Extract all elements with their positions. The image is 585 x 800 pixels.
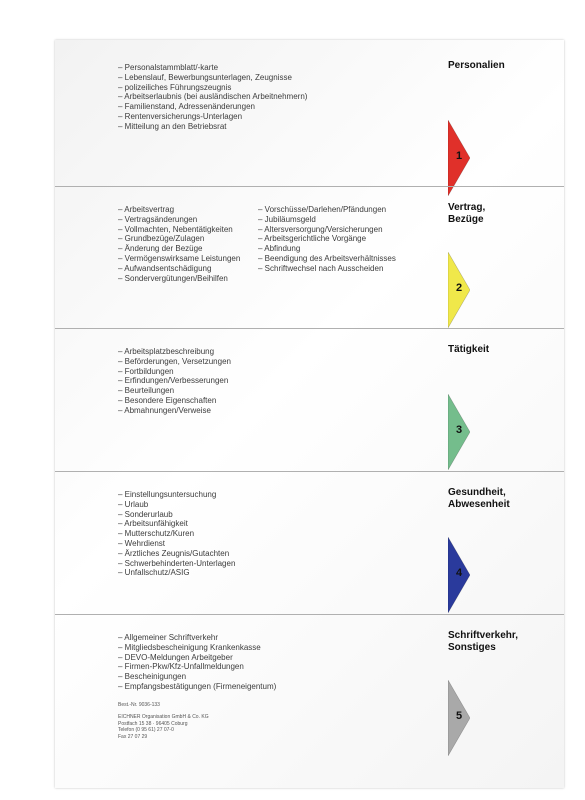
section-title-line: Tätigkeit xyxy=(448,344,490,355)
section-title-line: Vertrag, xyxy=(448,202,486,213)
list-item: – Vertragsänderungen xyxy=(118,215,240,225)
section-tab-4[interactable] xyxy=(448,537,470,613)
list-item: – Mutterschutz/Kuren xyxy=(118,529,235,539)
list-item: – Vollmachten, Nebentätigkeiten xyxy=(118,225,240,235)
list-item: – Mitteilung an den Betriebsrat xyxy=(118,122,307,132)
list-item: – Beurteilungen xyxy=(118,386,231,396)
list-item: – Abfindung xyxy=(258,244,396,254)
section-divider xyxy=(55,328,564,329)
list-item: – Beförderungen, Versetzungen xyxy=(118,357,231,367)
list-item: – Schwerbehinderten-Unterlagen xyxy=(118,559,235,569)
list-item: – Arbeitserlaubnis (bei ausländischen Arbeitnehmern) xyxy=(118,92,307,102)
list-item: – Aufwandsentschädigung xyxy=(118,264,240,274)
section-4-list xyxy=(118,490,235,578)
tab-number: 3 xyxy=(455,424,463,436)
section-tab-1[interactable] xyxy=(448,120,470,196)
list-item: – Mitgliedsbescheinigung Krankenkasse xyxy=(118,643,276,653)
section-title-line: Personalien xyxy=(448,60,505,71)
section-2-list-column-2 xyxy=(258,205,396,274)
tab-number: 5 xyxy=(455,710,463,722)
section-tab-2[interactable] xyxy=(448,252,470,328)
list-item: – Besondere Eigenschaften xyxy=(118,396,231,406)
section-title-line: Schriftverkehr, xyxy=(448,630,519,641)
section-divider xyxy=(55,186,564,187)
list-item: – Familienstand, Adressenänderungen xyxy=(118,102,307,112)
section-title xyxy=(448,344,489,356)
section-5-list xyxy=(118,633,276,692)
list-item: – Ärztliches Zeugnis/Gutachten xyxy=(118,549,235,559)
section-3-list xyxy=(118,347,231,416)
section-title xyxy=(448,202,485,226)
list-item: – Vermögenswirksame Leistungen xyxy=(118,254,240,264)
section-4 xyxy=(55,487,564,630)
list-item: – Unfallschutz/ASIG xyxy=(118,568,235,578)
section-title xyxy=(448,487,510,511)
section-3 xyxy=(55,344,564,487)
list-item: – Lebenslauf, Bewerbungsunterlagen, Zeugnisse xyxy=(118,73,307,83)
list-item: – Urlaub xyxy=(118,500,235,510)
section-2 xyxy=(55,202,564,345)
list-item: – Einstellungsuntersuchung xyxy=(118,490,235,500)
section-divider xyxy=(55,614,564,615)
list-item: – Vorschüsse/Darlehen/Pfändungen xyxy=(258,205,396,215)
section-title xyxy=(448,60,505,72)
list-item: – Arbeitsgerichtliche Vorgänge xyxy=(258,234,396,244)
list-item: – Abmahnungen/Verweise xyxy=(118,406,231,416)
section-title xyxy=(448,630,518,654)
list-item: – Beendigung des Arbeitsverhältnisses xyxy=(258,254,396,264)
list-item: – Erfindungen/Verbesserungen xyxy=(118,376,231,386)
list-item: – Personalstammblatt/-karte xyxy=(118,63,307,73)
section-divider xyxy=(55,471,564,472)
section-tab-5[interactable] xyxy=(448,680,470,756)
publisher-imprint xyxy=(118,702,209,740)
section-title-line: Abwesenheit xyxy=(448,499,510,510)
list-item: – Grundbezüge/Zulagen xyxy=(118,234,240,244)
section-title-line: Sonstiges xyxy=(448,642,496,653)
list-item: – Wehrdienst xyxy=(118,539,235,549)
list-item: – Fortbildungen xyxy=(118,367,231,377)
section-tab-3[interactable] xyxy=(448,394,470,470)
imprint-company: EICHNER Organisation GmbH & Co. KG xyxy=(118,714,209,721)
section-1 xyxy=(55,60,564,203)
list-item: – Arbeitsunfähigkeit xyxy=(118,519,235,529)
list-item: – polizeiliches Führungszeugnis xyxy=(118,83,307,93)
imprint-fax: Fax 27 07 29 xyxy=(118,733,148,740)
personnel-file-index-sheet xyxy=(55,40,564,788)
list-item: – Rentenversicherungs-Unterlagen xyxy=(118,112,307,122)
imprint-address: Postfach 15 38 · 96405 Coburg xyxy=(118,720,188,727)
section-title-line: Bezüge xyxy=(448,214,484,225)
list-item: – Sonderurlaub xyxy=(118,510,235,520)
list-item: – Altersversorgung/Versicherungen xyxy=(258,225,396,235)
list-item: – DEVO-Meldungen Arbeitgeber xyxy=(118,653,276,663)
section-title-line: Gesundheit, xyxy=(448,487,506,498)
list-item: – Empfangsbestätigungen (Firmeneigentum) xyxy=(118,682,276,692)
list-item: – Jubiläumsgeld xyxy=(258,215,396,225)
list-item: – Firmen-Pkw/Kfz-Unfallmeldungen xyxy=(118,662,276,672)
tab-number: 2 xyxy=(455,282,463,294)
list-item: – Sondervergütungen/Beihilfen xyxy=(118,274,240,284)
tab-number: 4 xyxy=(455,567,463,579)
section-2-list xyxy=(118,205,240,283)
list-item: – Arbeitsvertrag xyxy=(118,205,240,215)
section-1-list xyxy=(118,63,307,132)
tab-number: 1 xyxy=(455,150,463,162)
list-item: – Änderung der Bezüge xyxy=(118,244,240,254)
list-item: – Bescheinigungen xyxy=(118,672,276,682)
list-item: – Allgemeiner Schriftverkehr xyxy=(118,633,276,643)
imprint-order: Best.-Nr. 9036-133 xyxy=(118,702,160,708)
imprint-phone: Telefon (0 95 61) 27 07-0 xyxy=(118,727,174,734)
list-item: – Schriftwechsel nach Ausscheiden xyxy=(258,264,396,274)
list-item: – Arbeitsplatzbeschreibung xyxy=(118,347,231,357)
